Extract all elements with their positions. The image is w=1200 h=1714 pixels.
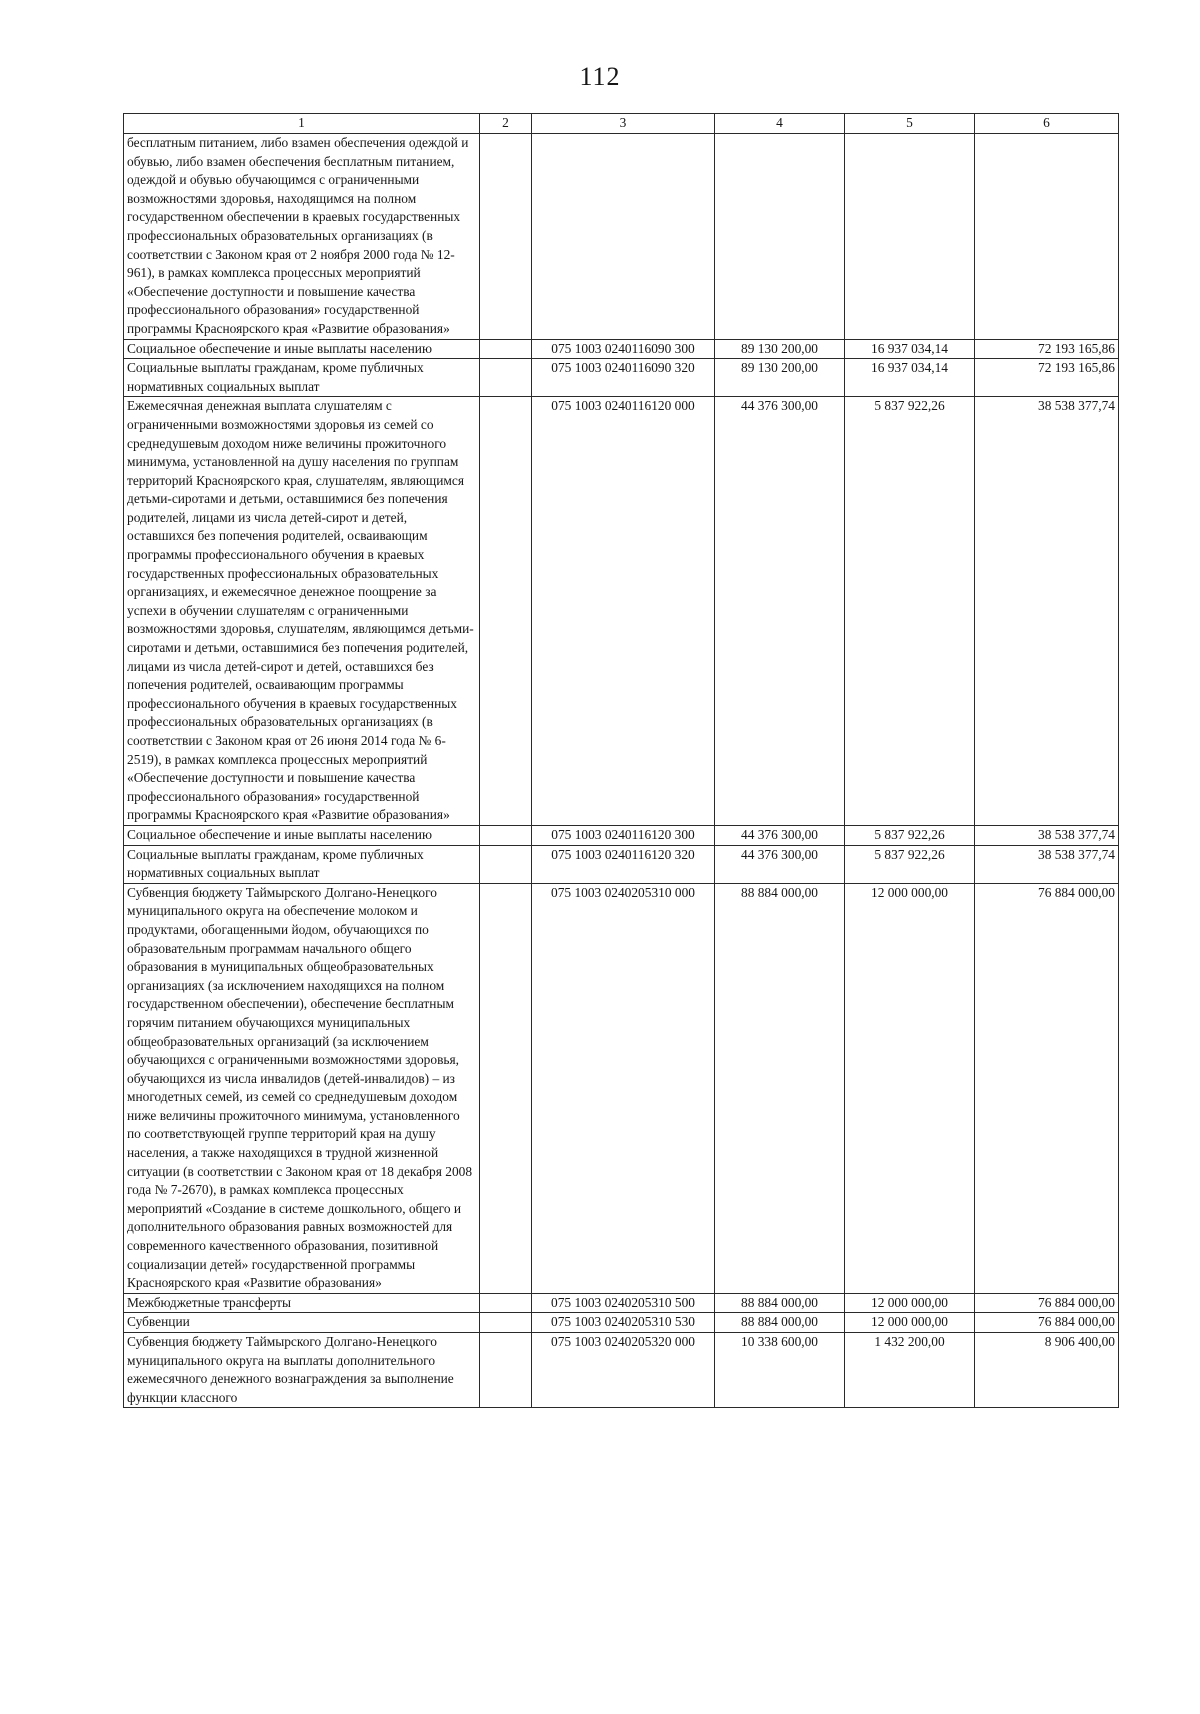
table-row	[124, 134, 1119, 340]
row-unexecuted: 72 193 165,86	[975, 339, 1119, 359]
row-col2	[480, 359, 532, 397]
row-description: Субвенции	[124, 1313, 480, 1333]
row-col2	[480, 1293, 532, 1313]
row-approved: 44 376 300,00	[715, 825, 845, 845]
row-approved: 89 130 200,00	[715, 339, 845, 359]
row-code: 075 1003 0240205310 500	[532, 1293, 715, 1313]
row-unexecuted: 72 193 165,86	[975, 359, 1119, 397]
row-unexecuted	[975, 134, 1119, 340]
row-approved: 10 338 600,00	[715, 1333, 845, 1408]
row-approved: 88 884 000,00	[715, 1293, 845, 1313]
row-code: 075 1003 0240205320 000	[532, 1333, 715, 1408]
table-row	[124, 359, 1119, 397]
row-col2	[480, 134, 532, 340]
row-description: Социальное обеспечение и иные выплаты населению	[124, 339, 480, 359]
row-col2	[480, 845, 532, 883]
row-description: бесплатным питанием, либо взамен обеспечения одеждой и обувью, либо взамен обеспечения бесплатным питанием, одеждой и обувью обучающимся с ограниченными возможностями здоровья, находящимся на полном государственном обеспечении в краевых государственных профессиональных образовательных организациях (в соответствии с Законом края от 2 ноября 2000 года № 12-961), в рамках комплекса процессных мероприятий «Обеспечение доступности и повышение качества профессионального образования» государственной программы Красноярского края «Развитие образования»	[124, 134, 480, 340]
table-row	[124, 1293, 1119, 1313]
row-executed	[845, 134, 975, 340]
row-code: 075 1003 0240116120 300	[532, 825, 715, 845]
row-unexecuted: 76 884 000,00	[975, 883, 1119, 1293]
row-approved: 89 130 200,00	[715, 359, 845, 397]
row-unexecuted: 38 538 377,74	[975, 825, 1119, 845]
row-description: Социальное обеспечение и иные выплаты населению	[124, 825, 480, 845]
row-description: Социальные выплаты гражданам, кроме публичных нормативных социальных выплат	[124, 845, 480, 883]
row-unexecuted: 38 538 377,74	[975, 845, 1119, 883]
table-row	[124, 339, 1119, 359]
row-code: 075 1003 0240116090 300	[532, 339, 715, 359]
row-approved	[715, 134, 845, 340]
row-col2	[480, 1333, 532, 1408]
row-unexecuted: 76 884 000,00	[975, 1313, 1119, 1333]
budget-table	[123, 113, 1119, 1408]
row-description: Социальные выплаты гражданам, кроме публичных нормативных социальных выплат	[124, 359, 480, 397]
row-unexecuted: 38 538 377,74	[975, 397, 1119, 826]
row-approved: 44 376 300,00	[715, 397, 845, 826]
row-approved: 88 884 000,00	[715, 883, 845, 1293]
row-approved: 44 376 300,00	[715, 845, 845, 883]
column-header-6: 6	[975, 114, 1119, 134]
table-row	[124, 1313, 1119, 1333]
table-row	[124, 883, 1119, 1293]
row-executed: 16 937 034,14	[845, 359, 975, 397]
row-executed: 5 837 922,26	[845, 825, 975, 845]
table-row	[124, 845, 1119, 883]
table-row	[124, 825, 1119, 845]
row-description: Ежемесячная денежная выплата слушателям с ограниченными возможностями здоровья из семей со среднедушевым доходом ниже величины прожиточного минимума, установленной на душу населения по группам территорий Красноярского края, слушателям, являющимся детьми-сиротами и детьми, оставшимися без попечения родителей, лицами из числа детей-сирот и детей, оставшихся без попечения родителей, осваивающим программы профессионального обучения в краевых государственных профессиональных образовательных организациях, и ежемесячное денежное поощрение за успехи в обучении слушателям с ограниченными возможностями здоровья, слушателям, являющимся детьми-сиротами и детьми, оставшимися без попечения родителей, лицами из числа детей-сирот и детей, оставшихся без попечения родителей, осваивающим программы профессионального обучения в краевых государственных профессиональных образовательных организациях (в соответствии с Законом края от 26 июня 2014 года № 6-2519), в рамках комплекса процессных мероприятий «Обеспечение доступности и повышение качества профессионального образования» государственной программы Красноярского края «Развитие образования»	[124, 397, 480, 826]
row-executed: 12 000 000,00	[845, 883, 975, 1293]
row-col2	[480, 825, 532, 845]
row-unexecuted: 8 906 400,00	[975, 1333, 1119, 1408]
row-executed: 16 937 034,14	[845, 339, 975, 359]
row-executed: 12 000 000,00	[845, 1293, 975, 1313]
row-code: 075 1003 0240205310 000	[532, 883, 715, 1293]
table-row	[124, 397, 1119, 826]
row-col2	[480, 397, 532, 826]
row-executed: 12 000 000,00	[845, 1313, 975, 1333]
row-col2	[480, 883, 532, 1293]
column-header-4: 4	[715, 114, 845, 134]
row-code: 075 1003 0240116120 000	[532, 397, 715, 826]
column-number-row	[124, 114, 1119, 134]
row-description: Субвенция бюджету Таймырского Долгано-Ненецкого муниципального округа на обеспечение молоком и продуктами, обогащенными йодом, обучающихся по образовательным программам начального общего образования в муниципальных общеобразовательных организациях (за исключением находящихся на полном государственном обеспечении), обеспечение бесплатным горячим питанием обучающихся муниципальных общеобразовательных организаций (за исключением обучающихся с ограниченными возможностями здоровья, обучающихся из числа инвалидов (детей-инвалидов) – из многодетных семей, из семей со среднедушевым доходом ниже величины прожиточного минимума, установленного по соответствующей группе территорий края на душу населения, а также находящихся в трудной жизненной ситуации (в соответствии с Законом края от 18 декабря 2008 года № 7-2670), в рамках комплекса процессных мероприятий «Создание в системе дошкольного, общего и дополнительного образования равных возможностей для современного качественного образования, позитивной социализации детей» государственной программы Красноярского края «Развитие образования»	[124, 883, 480, 1293]
row-unexecuted: 76 884 000,00	[975, 1293, 1119, 1313]
row-code: 075 1003 0240116120 320	[532, 845, 715, 883]
row-description: Субвенция бюджету Таймырского Долгано-Ненецкого муниципального округа на выплаты дополнительного ежемесячного денежного вознаграждения за выполнение функции классного	[124, 1333, 480, 1408]
column-header-3: 3	[532, 114, 715, 134]
row-code	[532, 134, 715, 340]
row-executed: 5 837 922,26	[845, 397, 975, 826]
row-description: Межбюджетные трансферты	[124, 1293, 480, 1313]
table-row	[124, 1333, 1119, 1408]
row-executed: 5 837 922,26	[845, 845, 975, 883]
row-col2	[480, 339, 532, 359]
column-header-1: 1	[124, 114, 480, 134]
column-header-2: 2	[480, 114, 532, 134]
row-code: 075 1003 0240116090 320	[532, 359, 715, 397]
row-code: 075 1003 0240205310 530	[532, 1313, 715, 1333]
row-executed: 1 432 200,00	[845, 1333, 975, 1408]
column-header-5: 5	[845, 114, 975, 134]
row-col2	[480, 1313, 532, 1333]
row-approved: 88 884 000,00	[715, 1313, 845, 1333]
page-number: 112	[579, 62, 621, 91]
